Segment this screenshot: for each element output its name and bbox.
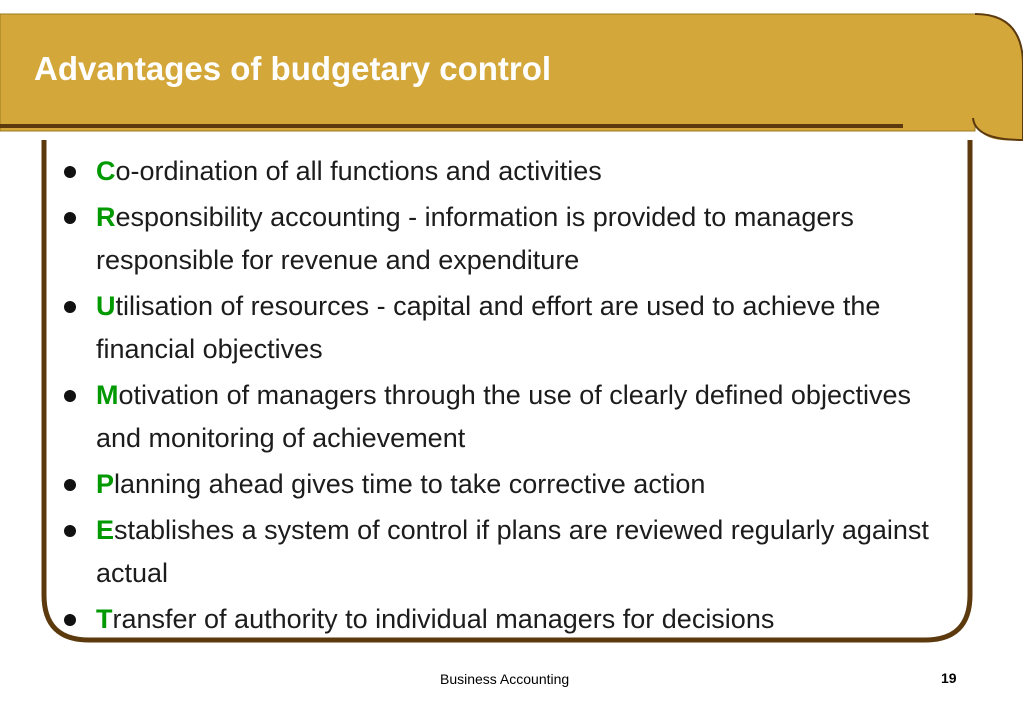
bullet-initial: U <box>96 291 116 321</box>
bullet-item <box>62 598 942 641</box>
bullet-item <box>62 196 942 282</box>
bullet-dot-icon <box>64 525 76 537</box>
bullet-initial: E <box>96 515 115 545</box>
bullet-list <box>62 150 942 644</box>
bullet-dot-icon <box>64 166 76 178</box>
bullet-text: lanning ahead gives time to take corrective action <box>114 469 706 499</box>
bullet-text: tilisation of resources - capital and effort are used to achieve the financial objectives <box>96 291 881 364</box>
bullet-dot-icon <box>64 614 76 626</box>
bullet-item <box>62 509 942 595</box>
bullet-item <box>62 374 942 460</box>
bullet-item <box>62 285 942 371</box>
bullet-item <box>62 463 942 506</box>
bullet-dot-icon <box>64 479 76 491</box>
bullet-text: ransfer of authority to individual managers for decisions <box>112 604 775 634</box>
header-curve-edge <box>973 14 1023 140</box>
bullet-initial: R <box>96 202 116 232</box>
bullet-text: otivation of managers through the use of clearly defined objectives and monitoring of achievement <box>96 380 911 453</box>
bullet-item <box>62 150 942 193</box>
bullet-text: o-ordination of all functions and activities <box>115 156 602 186</box>
bullet-initial: C <box>96 156 116 186</box>
bullet-initial: T <box>96 604 113 634</box>
bullet-dot-icon <box>64 212 76 224</box>
bullet-text: esponsibility accounting - information is provided to managers responsible for revenue and expenditure <box>96 202 854 275</box>
page-number: 19 <box>941 670 957 686</box>
bullet-dot-icon <box>64 390 76 402</box>
bullet-initial: P <box>96 469 115 499</box>
bullet-text: stablishes a system of control if plans are reviewed regularly against actual <box>96 515 929 588</box>
footer-text: Business Accounting <box>440 671 570 687</box>
bullet-initial: M <box>96 380 119 410</box>
slide-title: Advantages of budgetary control <box>34 50 552 87</box>
bullet-dot-icon <box>64 301 76 313</box>
